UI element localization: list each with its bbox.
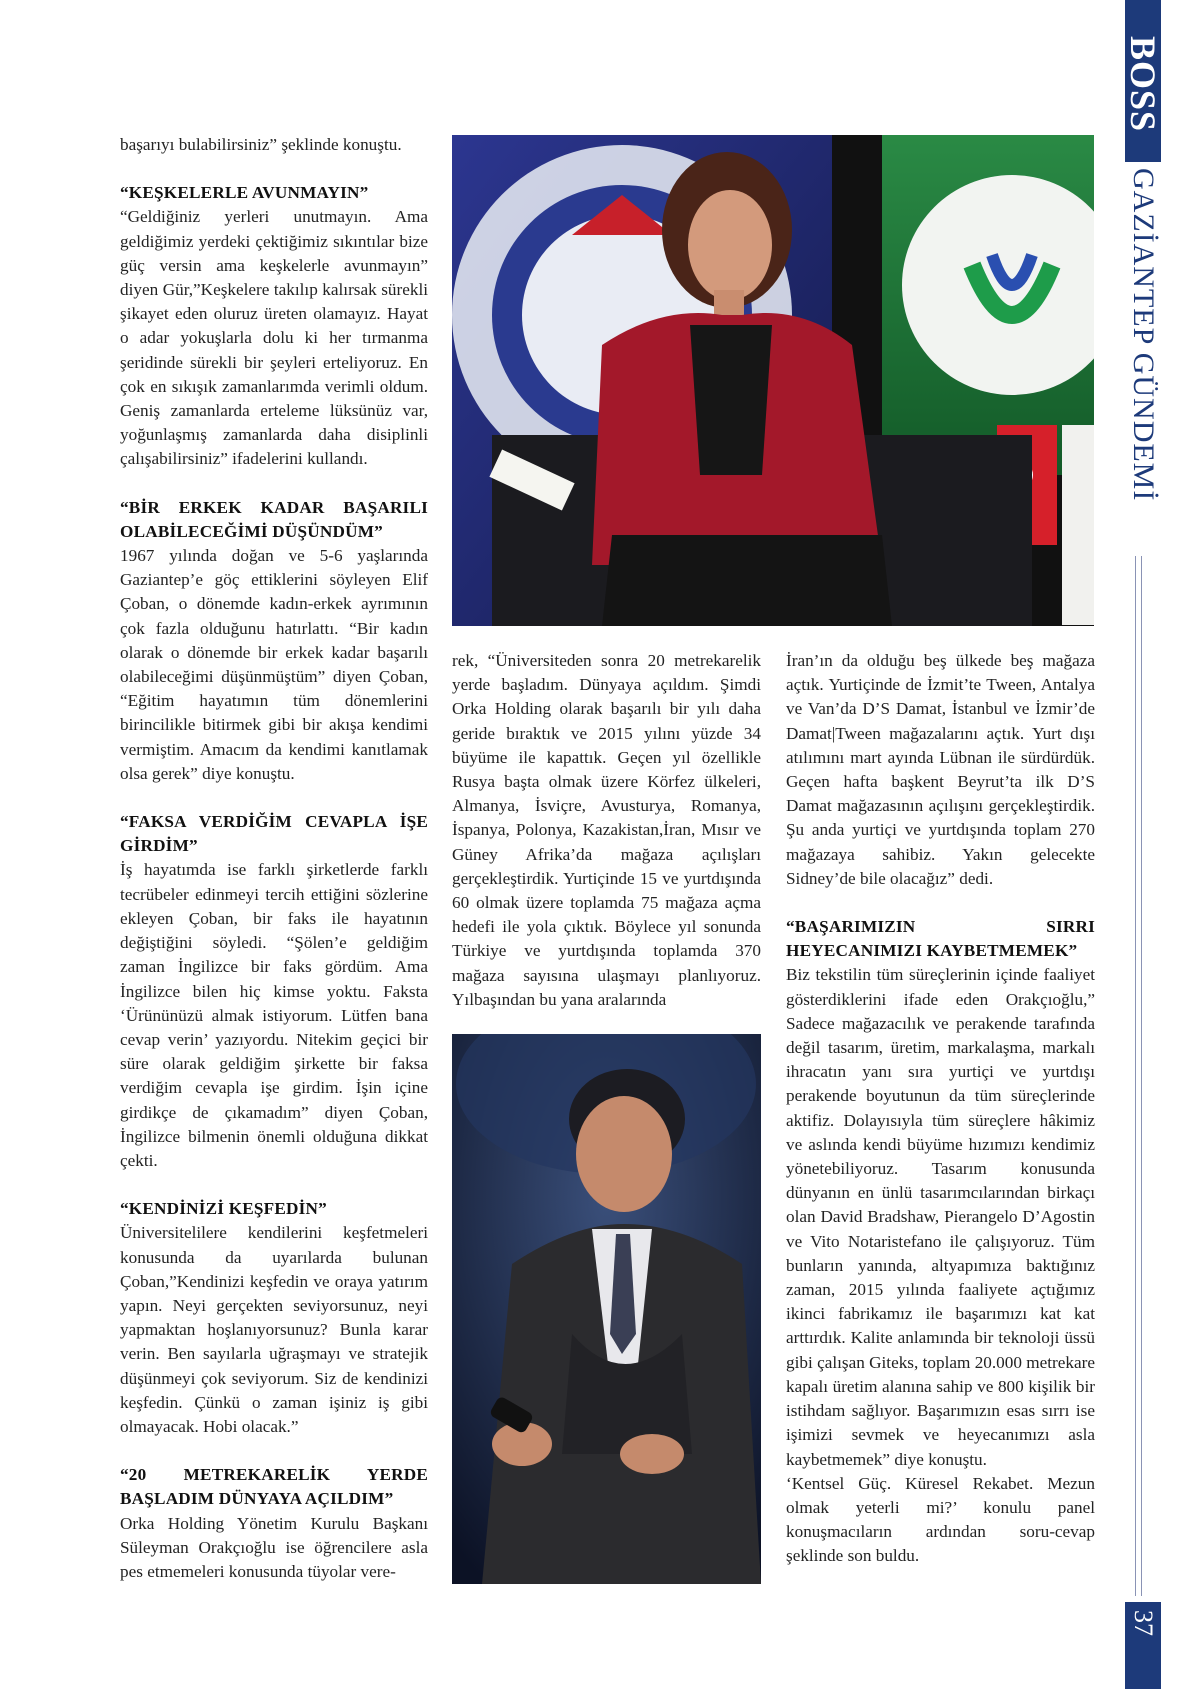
magazine-sidebar	[1125, 0, 1161, 1689]
article-paragraph: başarıyı bulabilirsiniz” şeklinde konuştu.	[120, 135, 402, 154]
article-paragraph: Biz tekstilin tüm süreçlerinin içinde faaliyet gösterdiklerini ifade eden Orakçıoğlu,” Sadece mağazacılık ve perakende tarafında değil tasarım, üretim, markalaşma, markalı ihracatın yanı sıra yurtiçi ve yurtdışı perakende boyutunun da tüm süreçlerinde aktifiz. Dolayısıyla tüm süreçlere hâkimiz ve aslında kendi büyüme hızımızı kendimiz yönetebiliyoruz. Tasarım konusunda dünyanın en ünlü tasarımcılarından birkaçı olan David Bradshaw, Pierangelo D’Agostin ve Vito Notaristefano ile çalışıyoruz. Tüm bunların yanında, altyapımıza baktığınız zaman, 2015 yılında faaliyete açtığımız ikinci fabrikamız ile başarımızı kat kat arttırdık. Kalite anlamında bir teknoloji üssü gibi çalışan Giteks, toplam 20.000 metrekare kapalı üretim alanına sahip ve 800 kişilik bir istihdam sağlıyor. Başarımızın esas sırrı ise işimizi sevmek ve heyecanımızı asla kaybetmemek” diye konuştu.	[786, 965, 1095, 1469]
section-name: GAZİANTEP GÜNDEMİ	[1127, 168, 1160, 502]
paragraph-spacer	[120, 472, 428, 496]
paragraph-spacer	[120, 1173, 428, 1197]
paragraph-spacer	[120, 157, 428, 181]
article-paragraph: İran’ın da olduğu beş ülkede beş mağaza açtık. Yurtiçinde de İzmit’te Tween, Antalya ve Van’da D’S Damat, İstanbul ve İzmir’de Damat|Tween mağazalarını açtık. Yurt dışı atılımını mart ayında Lübnan ile sürdürdük. Geçen hafta başkent Beyrut’ta ilk D’S Damat mağazasının açılışını gerçekleştirdik. Şu anda yurtiçi ve yurtdışında toplam 270 mağazaya sahibiz. Yakın gelecekte Sidney’de bile olacağız” dedi.	[786, 651, 1095, 888]
paragraph-spacer	[120, 1439, 428, 1463]
article-paragraph: İş hayatımda ise farklı şirketlerde farklı tecrübeler edinmeyi tercih ettiğini sözlerine ekleyen Çoban, bir faks ile hayatının değiştiğini söyledi. “Şölen’e geldiğim zaman İngilizce bir faks gördüm. Ama İngilizce bilen hiç kimse yoktu. Faksta ‘Ürününüzü almak istiyorum. Lütfen bana cevap verin’ yazıyordu. Nitekim geçici bir süre olarak geldiğim şirkette bir faksa verdiğim cevapla işe girdim. İşin içine girdikçe de çıkamadım” diyen Çoban, İngilizce bilmenin önemli olduğuna dikkat çekti.	[120, 860, 428, 1170]
article-paragraph: Orka Holding Yönetim Kurulu Başkanı Süleyman Orakçıoğlu ise öğrencilere asla pes etmemeleri konusunda tüyolar vere-	[120, 1513, 428, 1581]
page-number: 37	[1129, 1610, 1158, 1636]
magazine-brand: BOSS	[1123, 36, 1163, 133]
article-column-2	[452, 649, 761, 1012]
article-subheading: “KENDİNİZİ KEŞFEDİN”	[120, 1199, 327, 1219]
article-subheading: “BİR ERKEK KADAR BAŞARILI OLABİLECEĞİMİ DÜŞÜNDÜM”	[120, 497, 428, 541]
article-subheading: “20 METREKARELİK YERDE BAŞLADIM DÜNYAYA AÇILDIM”	[120, 1465, 428, 1509]
article-column-1	[120, 133, 428, 1584]
article-paragraph: ‘Kentsel Güç. Küresel Rekabet. Mezun olmak yeterli mi?’ konulu panel konuşmacıların ardından soru-cevap şeklinde son buldu.	[786, 1473, 1095, 1566]
photo-man-speaker-illustration	[452, 1034, 761, 1584]
article-subheading: “FAKSA VERDİĞİM CEVAPLA İŞE GİRDİM”	[120, 812, 428, 856]
paragraph-spacer	[786, 891, 1095, 915]
photo-man-speaker	[452, 1034, 761, 1584]
article-column-3	[786, 649, 1095, 1569]
photo-woman-speaker	[452, 135, 1094, 626]
article-paragraph: Üniversitelilere kendilerini keşfetmeleri konusunda da uyarılarda bulunan Çoban,”Kendinizi keşfedin ve oraya yatırım yapın. Neyi gerçekten seviyorsunuz, neyi yapmaktan hoşlanıyorsunuz? Bunla karar verin. Ben sayılarla uğraşmayı ve stratejik düşünmeyi çok seviyorum. Siz de kendinizi keşfedin. Çünkü o zaman işiniz iş gibi olmayacak. Hobi olacak.”	[120, 1223, 428, 1436]
sidebar-rule	[1135, 556, 1136, 1596]
photo-woman-speaker-illustration	[452, 135, 1094, 626]
paragraph-spacer	[120, 786, 428, 810]
sidebar-rule	[1141, 556, 1142, 1596]
article-subheading: “KEŞKELERLE AVUNMAYIN”	[120, 183, 369, 203]
article-paragraph: 1967 yılında doğan ve 5-6 yaşlarında Gaziantep’e göç ettiklerini söyleyen Elif Çoban, o dönemde kadın-erkek ayrımının çok fazla olduğunu hatırlattı. “Bir kadın olarak o dönemde bir erkek kadar başarılı olabileceğimi düşünmüştüm” diyen Çoban, “Eğitim hayatımın tüm dönemlerini birincilikle bitirmek gibi bir akışa kendimi vermiştim. Amacım da kendimi kanıtlamak olsa gerek” diye konuştu.	[120, 546, 428, 783]
article-paragraph: “Geldiğiniz yerleri unutmayın. Ama geldiğimiz yerdeki çektiğimiz sıkıntılar bize güç versin ama keşkelerle avunmayın” diyen Gür,”Keşkelere takılıp kalırsak sürekli şikayet eden oluruz üreten olamayız. Hayat o adar yokuşlarla dolu ki her tırmanma şeridinde sürekli bir şeyleri erteliyoruz. En çok en sıkışık zamanlarımda verimli oldum. Geniş zamanlarda erteleme lüksünüz var, yoğunlaşmış zamanlarda daha disiplinli çalışabilirsiniz” ifadelerini kullandı.	[120, 207, 428, 469]
article-subheading: “BAŞARIMIZIN SIRRI HEYECANIMIZI KAYBETMEMEK”	[786, 917, 1095, 961]
article-paragraph: rek, “Üniversiteden sonra 20 metrekarelik yerde başladım. Dünyaya açıldım. Şimdi Orka Holding olarak başarılı bir yılı daha geride bıraktık ve 2015 yılını yüzde 34 büyüme ile kapattık. Geçen yıl özellikle Rusya başta olmak üzere Körfez ülkeleri, Almanya, İsviçre, Avusturya, Romanya, İspanya, Polonya, Kazakistan,İran, Mısır ve Güney Afrika’da mağaza açılışları gerçekleştirdik. Yurtiçinde 15 ve yurtdışında 60 olmak üzere toplamda 75 mağaza açma hedefi ile yola çıktık. Böylece yıl sonunda Türkiye ve yurtdışında toplamda 370 mağaza sayısına ulaşmayı planlıyoruz. Yılbaşından bu yana aralarında	[452, 651, 761, 1009]
